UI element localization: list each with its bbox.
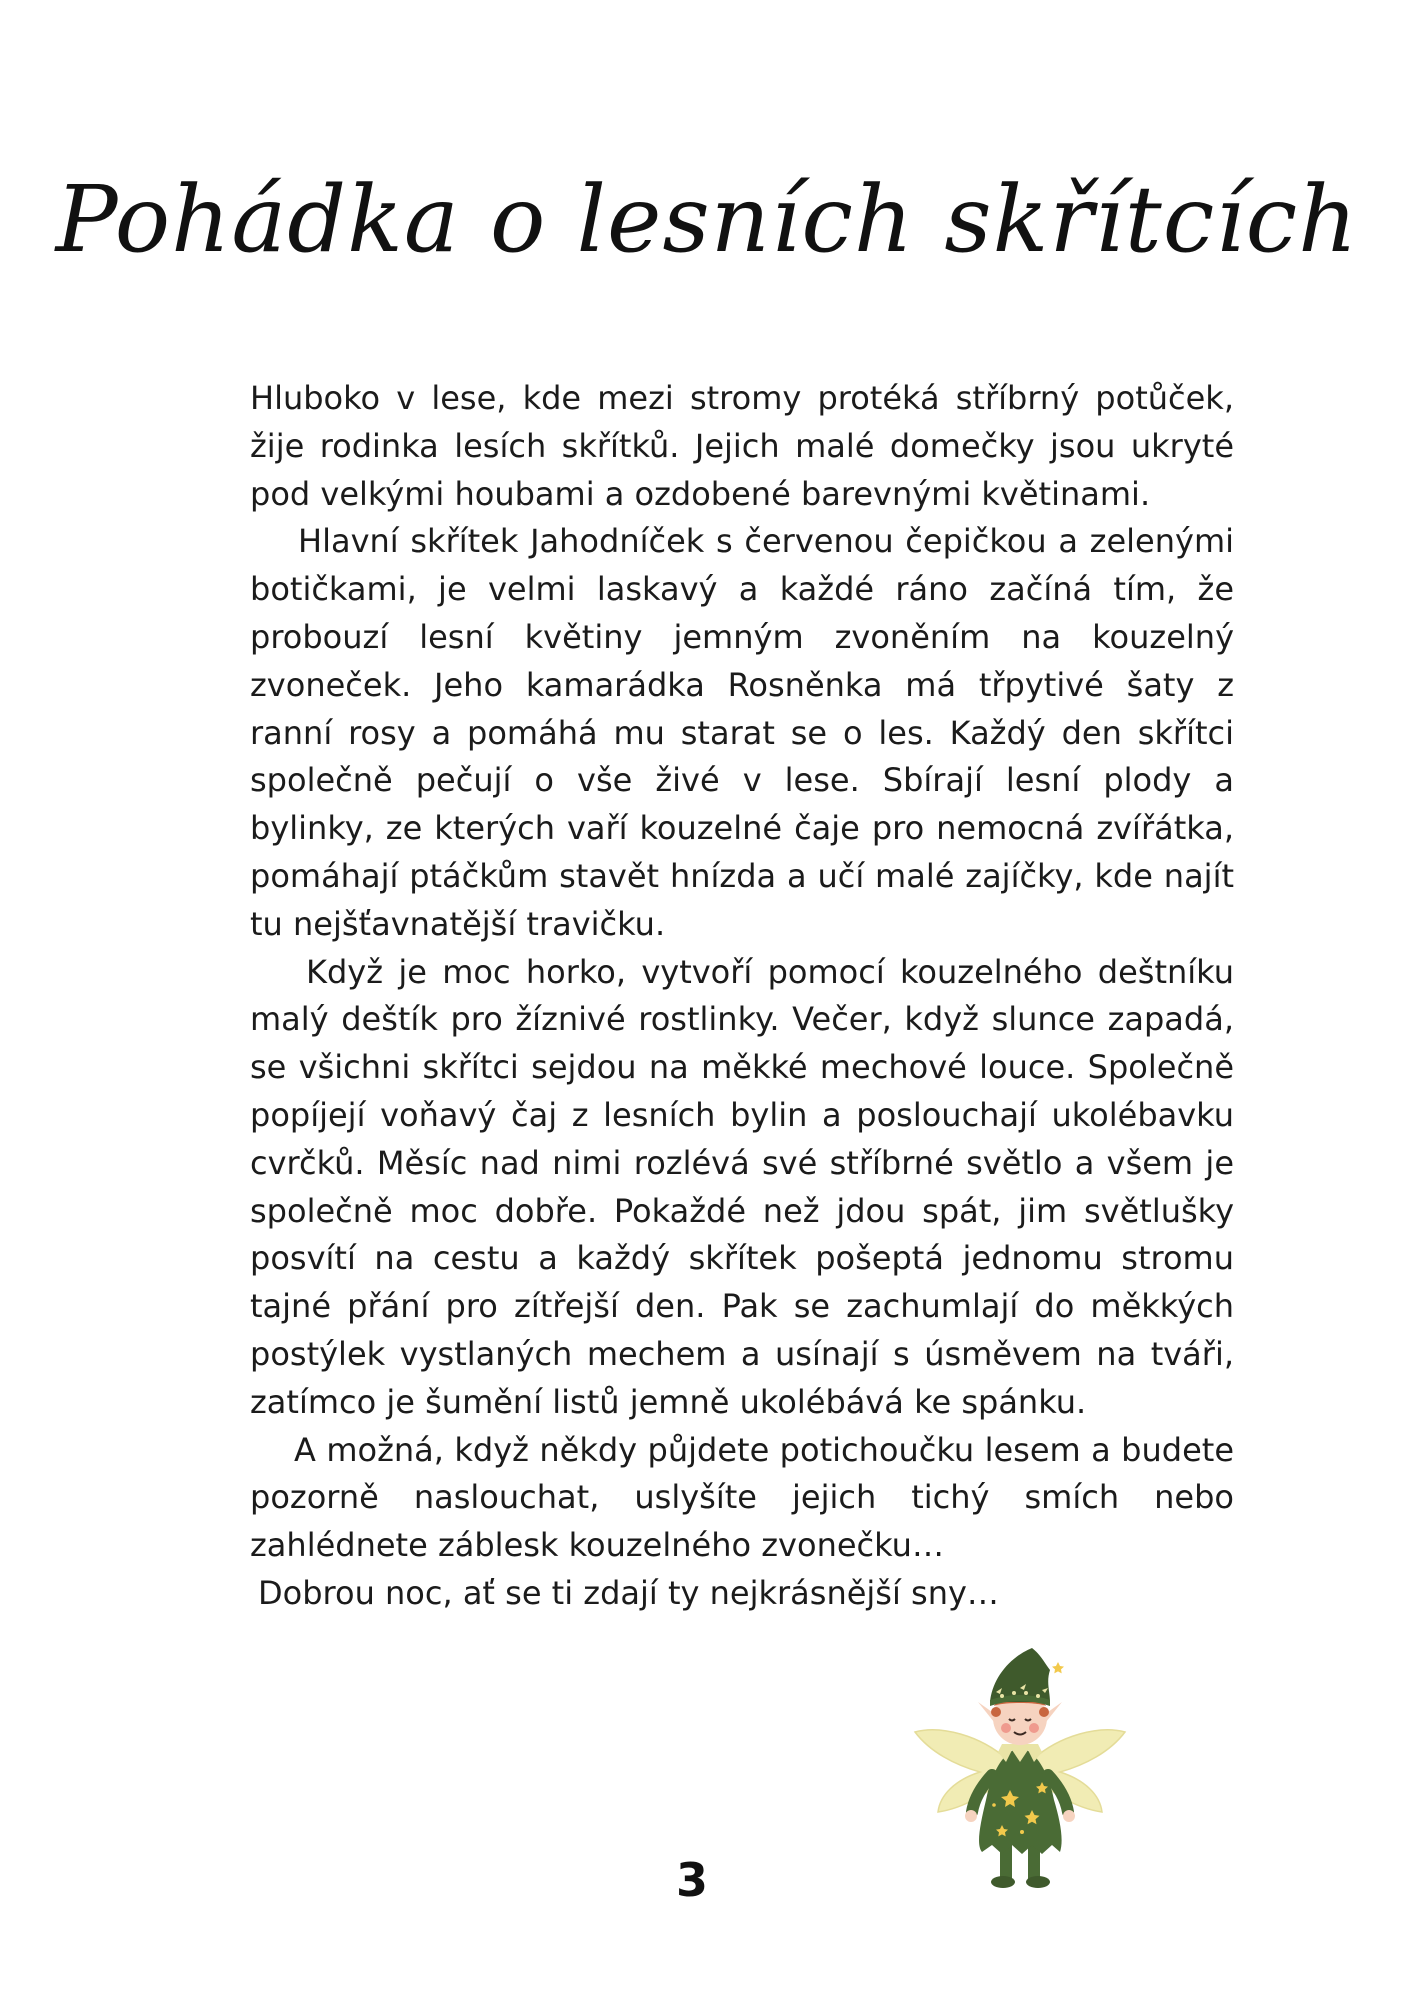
- paragraph-3: Když je moc horko, vytvoří pomocí kouzelného deštníku malý deštík pro žíznivé rostlinky. Večer, když slunce zapadá, se všichni skřítci sejdou na měkké mechové louce. Společně popíjejí voňavý čaj z lesních bylin a poslouchají ukolébavku cvrčků. Měsíc nad nimi rozlévá své stříbrné světlo a všem je společně moc dobře. Pokaždé než jdou spát, jim světlušky posvítí na cestu a každý skřítek pošeptá jednomu stromu tajné přání pro zítřejší den. Pak se zachumlají do měkkých postýlek vystlaných mechem a usínají s úsměvem na tváři, zatímco je šumění listů jemně ukolébává ke spánku.: [250, 952, 1234, 1421]
- hat-star-icon: [1052, 1662, 1064, 1673]
- paragraph-4: A možná, když někdy půjdete potichoučku lesem a budete pozorně naslouchat, uslyšíte jejich tichý smích nebo zahlédnete záblesk kouzelného zvonečku…: [250, 1430, 1234, 1565]
- page-number: 3: [675, 1853, 708, 1907]
- paragraph-2: Hlavní skřítek Jahodníček s červenou čepičkou a zelenými botičkami, je velmi laskavý a každé ráno začíná tím, že probouzí lesní květiny jemným zvoněním na kouzelný zvoneček. Jeho kamarádka Rosněnka má třpytivé šaty z ranní rosy a pomáhá mu starat se o les. Každý den skřítci společně pečují o vše živé v lese. Sbírají lesní plody a bylinky, ze kterých vaří kouzelné čaje pro nemocná zvířátka, pomáhají ptáčkům stavět hnízda a učí malé zajíčky, kde najít tu nejšťavnatější travičku.: [250, 522, 1234, 943]
- forest-elf-illustration: [910, 1640, 1130, 1895]
- story-text: [250, 375, 1234, 1618]
- page-title: Pohádka o lesních skřítcích: [55, 166, 1359, 273]
- closing-line: Dobrou noc, ať se ti zdají ty nejkrásnější sny…: [258, 1573, 999, 1612]
- paragraph-1: Hluboko v lese, kde mezi stromy protéká stříbrný potůček, žije rodinka lesích skřítků. Jejich malé domečky jsou ukryté pod velkými houbami a ozdobené barevnými květinami.: [250, 379, 1234, 513]
- elf-hat: [990, 1648, 1050, 1702]
- elf-collar: [998, 1744, 1042, 1762]
